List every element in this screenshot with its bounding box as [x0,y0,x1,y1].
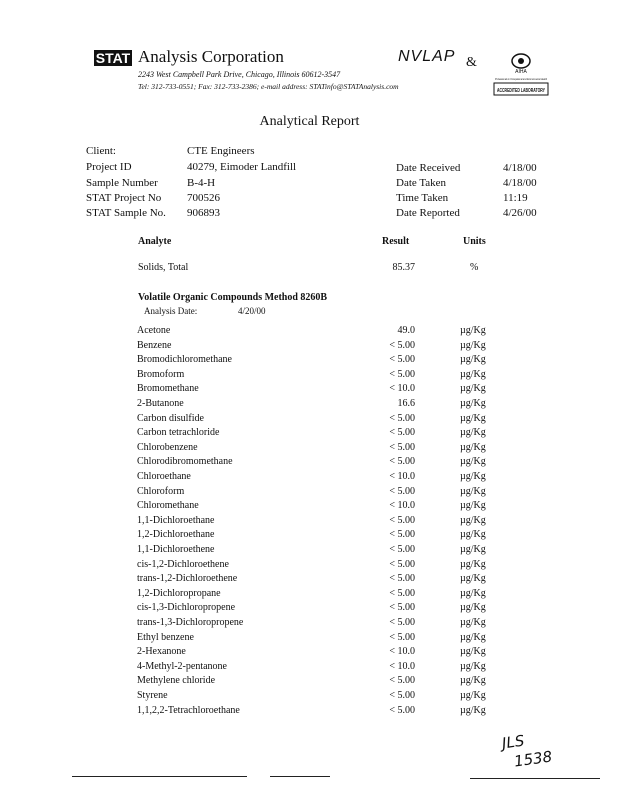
voc-result: < 5.00 [389,558,415,570]
voc-units: µg/Kg [460,558,486,570]
date-taken-value: 4/18/00 [503,177,537,189]
voc-units: µg/Kg [460,339,486,351]
voc-analyte: cis-1,2-Dichloroethene [137,558,229,570]
voc-result: < 5.00 [389,514,415,526]
voc-analyte: Bromomethane [137,383,199,395]
date-received-value: 4/18/00 [503,162,537,174]
voc-units: µg/Kg [460,617,486,628]
voc-units: µg/Kg [460,704,486,716]
voc-analyte: Methylene chloride [137,675,216,687]
voc-section-title: Volatile Organic Compounds Method 8260B [138,292,328,303]
project-id-value: 40279, Eimoder Landfill [187,161,297,173]
aiha-accredited-logo [492,51,550,97]
analysis-date-label: Analysis Date: [144,306,198,316]
voc-analyte: 2-Butanone [137,398,184,409]
voc-result: < 5.00 [389,368,415,380]
voc-analyte: 1,1-Dichloroethene [137,544,215,555]
date-reported-label: Date Reported [396,207,460,219]
voc-analyte: Bromodichloromethane [137,354,232,366]
voc-analyte: Carbon tetrachloride [137,427,220,439]
voc-result: < 5.00 [389,602,415,614]
voc-analyte: 1,2-Dichloropropane [137,587,221,599]
voc-result: < 10.0 [389,500,415,512]
voc-units: µg/Kg [460,544,486,555]
date-reported-value: 4/26/00 [503,207,537,219]
voc-analyte: 2-Hexanone [137,646,186,658]
time-taken-label: Time Taken [396,192,449,204]
voc-result: < 10.0 [389,383,415,395]
voc-result: < 5.00 [389,631,415,643]
voc-units: µg/Kg [460,354,486,366]
voc-analyte: 1,2-Dichloroethane [137,529,215,541]
handwritten-number: 1538 [512,747,554,771]
sample-number-label: Sample Number [86,177,158,189]
date-taken-label: Date Taken [396,177,447,189]
voc-units: µg/Kg [460,368,486,380]
stat-project-value: 700526 [187,192,220,204]
voc-result: < 5.00 [389,441,415,453]
handwritten-initials: JLS [500,731,526,753]
company-name: Analysis Corporation [138,47,284,66]
report-title: Analytical Report [259,114,360,129]
voc-result: < 5.00 [389,339,415,351]
voc-units: µg/Kg [460,675,486,687]
voc-result: < 5.00 [389,675,415,687]
voc-analyte: 4-Methyl-2-pentanone [137,660,227,672]
voc-analyte: Chlorobenzene [137,441,198,453]
voc-result: < 10.0 [389,646,415,658]
voc-units: µg/Kg [460,660,486,672]
voc-analyte: trans-1,3-Dichloropropene [137,617,244,628]
stat-project-label: STAT Project No [86,192,162,204]
voc-units: µg/Kg [460,485,486,497]
svg-text:AIHA: AIHA [515,69,527,75]
time-taken-value: 11:19 [503,192,528,204]
voc-analyte: 1,1,2,2-Tetrachloroethane [137,704,240,716]
voc-result: < 5.00 [389,704,415,716]
result-header: Result [382,236,410,247]
voc-analyte: 1,1-Dichloroethane [137,514,215,526]
voc-units: µg/Kg [460,441,486,453]
voc-analyte: Chloromethane [137,500,199,512]
voc-analyte: Ethyl benzene [137,631,194,643]
voc-result: < 5.00 [389,587,415,599]
voc-result: < 5.00 [389,573,415,585]
voc-result: < 5.00 [389,617,415,628]
voc-units: µg/Kg [460,412,486,424]
nvlap-logo: NVLAP [398,48,456,65]
stat-logo: STAT [95,50,131,66]
client-value: CTE Engineers [187,145,255,157]
voc-analyte: Benzene [137,339,172,351]
company-address: 2243 West Campbell Park Drive, Chicago, Illinois 60612-3547 [138,70,341,79]
sample-number-value: B-4-H [187,177,216,189]
voc-units: µg/Kg [460,500,486,512]
voc-result: < 10.0 [389,660,415,672]
stat-sample-label: STAT Sample No. [86,207,166,219]
solids-result: 85.37 [392,262,415,273]
voc-units: µg/Kg [460,383,486,395]
voc-units: µg/Kg [460,690,486,701]
voc-units: µg/Kg [460,587,486,599]
voc-result: < 10.0 [389,471,415,482]
analyte-header: Analyte [138,236,172,247]
voc-analyte: Chlorodibromomethane [137,456,233,468]
voc-analyte: Chloroform [137,485,185,497]
voc-units: µg/Kg [460,427,486,439]
voc-units: µg/Kg [460,573,486,585]
voc-result: < 5.00 [389,544,415,555]
scan-rule-right [470,778,600,779]
voc-analyte: Carbon disulfide [137,412,204,424]
voc-result: < 5.00 [389,427,415,439]
date-received-label: Date Received [396,162,461,174]
stat-sample-value: 906893 [187,207,220,219]
voc-units: µg/Kg [460,398,486,409]
voc-result: 49.0 [397,325,415,336]
analysis-date-value: 4/20/00 [238,306,266,316]
voc-units: µg/Kg [460,529,486,541]
voc-result: < 5.00 [389,412,415,424]
voc-result: < 5.00 [389,529,415,541]
scan-rule-left [72,776,247,777]
company-contact: Tel: 312-733-0551; Fax: 312-733-2386; e-mail address: STATinfo@STATAnalysis.com [138,82,399,91]
scan-rule-mid [270,776,330,777]
ampersand: & [466,55,477,70]
voc-analyte: cis-1,3-Dichloropropene [137,602,236,614]
voc-units: µg/Kg [460,514,486,526]
voc-analyte: Bromoform [137,368,185,380]
voc-result: < 5.00 [389,354,415,366]
voc-analyte: Styrene [137,690,168,701]
voc-units: µg/Kg [460,631,486,643]
voc-result: < 5.00 [389,456,415,468]
project-id-label: Project ID [86,161,132,173]
voc-analyte: Acetone [137,325,171,336]
solids-units: % [470,262,479,273]
voc-units: µg/Kg [460,456,486,468]
voc-result: < 5.00 [389,690,415,701]
voc-result: 16.6 [397,398,415,409]
voc-units: µg/Kg [460,325,486,336]
voc-units: µg/Kg [460,471,486,482]
client-label: Client: [86,145,116,157]
voc-units: µg/Kg [460,602,486,614]
svg-text:ACCREDITED LABORATORY: ACCREDITED LABORATORY [497,88,546,94]
solids-analyte: Solids, Total [138,262,189,273]
voc-units: µg/Kg [460,646,486,658]
voc-analyte: Chloroethane [137,471,191,482]
units-header: Units [463,236,486,247]
voc-result: < 5.00 [389,485,415,497]
voc-analyte: trans-1,2-Dichloroethene [137,573,238,585]
svg-text:Professionals in Occupational: Professionals in Occupational and Environmental Health [495,77,548,81]
